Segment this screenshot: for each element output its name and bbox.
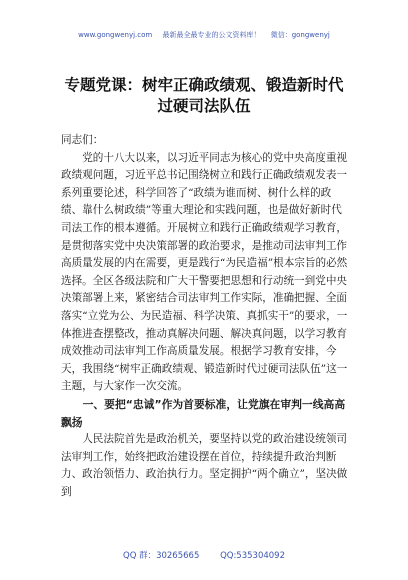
title-line-2: 过硬司法队伍	[157, 97, 251, 115]
document-title	[20, 75, 388, 117]
header-wechat: 微信：gongwenyj	[270, 31, 330, 39]
title-line-1: 专题党课：树牢正确政绩观、锻造新时代	[64, 76, 344, 94]
header-slogan: 最新最全最专业的公文资料库！	[162, 31, 261, 39]
paragraph-section-1: 人民法院首先是政治机关，要坚持以党的政治建设统领司法审判工作，始终把政治建设摆在首位，持续提升政治判断力、政治领悟力、政治执行力。坚定拥护“两个确立”，坚决做到	[61, 433, 348, 498]
document-body	[61, 132, 351, 501]
page-header	[0, 30, 408, 40]
greeting: 同志们：	[61, 134, 104, 146]
section-heading-1: 一、要把“忠诚”作为首要标准，让党旗在审判一线高高飘扬	[61, 397, 346, 429]
paragraph-intro: 党的十八大以来，以习近平同志为核心的党中央高度重视政绩观问题，习近平总书记围绕树立和践行正确政绩观发表一系列重要论述，科学回答了“政绩为谁而树、树什么样的政绩、靠什么树政绩”等重大理论和实践问题，也是做好新时代司法工作的根本遵循。开展树立和践行正确政绩观学习教育，是贯彻落实党中央决策部署的政治要求，是推动司法审判工作高质量发展的内在需要，更是践行“为民造福”根本宗旨的必然选择。全区各级法院和广大干警要把思想和行动统一到党中央决策部署上来，紧密结合司法审判工作实际，准确把握、全面落实“立党为公、为民造福、科学决策、真抓实干”的要求，一体推进查摆整改，推动真解决问题、解决真问题，以学习教育成效推动司法审判工作高质量发展。根据学习教育安排，今天，我围绕“树牢正确政绩观、锻造新时代过硬司法队伍”这一主题，与大家作一次交流。	[61, 151, 348, 393]
page-footer	[0, 549, 408, 561]
footer-qq-group: QQ 群：30265665	[123, 551, 200, 561]
footer-qq: QQ:535304092	[220, 551, 285, 561]
site-url[interactable]: www.gongwenyj.com	[78, 31, 153, 39]
